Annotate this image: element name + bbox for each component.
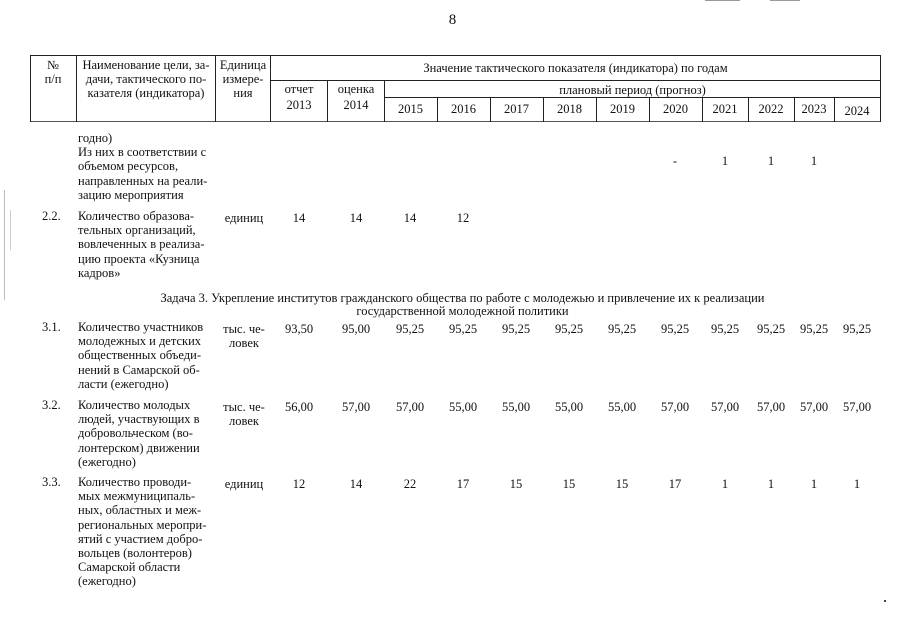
row-year-value: 17 bbox=[668, 477, 682, 491]
row-year-value: - bbox=[672, 154, 678, 168]
row-year-value: 57,00 bbox=[710, 400, 740, 414]
row-year-value: 57,00 bbox=[395, 400, 425, 414]
row-number: 3.1. bbox=[42, 320, 61, 334]
row-year-value: 95,25 bbox=[501, 322, 531, 336]
row-report-value: 93,50 bbox=[284, 322, 314, 336]
scan-artifact bbox=[770, 0, 800, 1]
row-year-value: 1 bbox=[853, 477, 861, 491]
row-year-value: 95,25 bbox=[842, 322, 872, 336]
row-number: 2.2. bbox=[42, 209, 61, 223]
row-year-value: 95,25 bbox=[448, 322, 478, 336]
row-number: 3.2. bbox=[42, 398, 61, 412]
row-year-value: 15 bbox=[509, 477, 523, 491]
row-name: Количество молодых людей, участвующих в добровольческом (во- лонтерском) движении (ежегодно) bbox=[78, 398, 200, 469]
row-year-value: 15 bbox=[615, 477, 629, 491]
row-year-value: 15 bbox=[562, 477, 576, 491]
row-year-value: 14 bbox=[403, 211, 417, 225]
header-year: 2024 bbox=[844, 104, 870, 118]
row-year-value: 95,25 bbox=[554, 322, 584, 336]
row-name: Количество образова- тельных организаций, вовлеченных в реализа- цию проекта «Кузница кадров» bbox=[78, 209, 205, 280]
row-year-value: 55,00 bbox=[554, 400, 584, 414]
task-3-heading: Задача 3. Укрепление институтов гражданского общества по работе с молодежью и привлечение их к реализации государственной молодежной политики bbox=[160, 291, 765, 318]
row-year-value: 57,00 bbox=[756, 400, 786, 414]
row-unit: тыс. че- ловек bbox=[223, 400, 265, 428]
header-report: отчет 2013 bbox=[284, 82, 314, 112]
row-year-value: 57,00 bbox=[799, 400, 829, 414]
row-year-value: 1 bbox=[767, 477, 775, 491]
header-year: 2019 bbox=[610, 102, 635, 116]
row-year-value: 95,25 bbox=[607, 322, 637, 336]
header-name: Наименование цели, за- дачи, тактического по- казателя (индикатора) bbox=[82, 58, 210, 100]
row-year-value: 1 bbox=[810, 154, 818, 168]
row-year-value: 1 bbox=[721, 477, 729, 491]
header-estimate: оценка 2014 bbox=[337, 82, 375, 112]
row-year-value: 95,25 bbox=[395, 322, 425, 336]
row-name: годно) Из них в соответствии с объемом ресурсов, направленных на реали- зацию мероприятия bbox=[78, 131, 208, 202]
row-number: 3.3. bbox=[42, 475, 61, 489]
row-name: Количество участников молодежных и детских общественных объеди- нений в Самарской об- ласти (ежегодно) bbox=[78, 320, 204, 391]
header-plan-title: плановый период (прогноз) bbox=[559, 83, 706, 97]
header-year: 2020 bbox=[663, 102, 688, 116]
header-group-title: Значение тактического показателя (индикатора) по годам bbox=[423, 61, 728, 75]
header-year: 2021 bbox=[712, 102, 738, 116]
row-year-value: 55,00 bbox=[501, 400, 531, 414]
page-number: 8 bbox=[448, 12, 457, 28]
row-year-value: 17 bbox=[456, 477, 470, 491]
header-year: 2023 bbox=[801, 102, 827, 116]
row-year-value: 1 bbox=[721, 154, 729, 168]
row-year-value: 95,25 bbox=[660, 322, 690, 336]
row-year-value: 95,25 bbox=[756, 322, 786, 336]
header-year: 2018 bbox=[557, 102, 582, 116]
scan-artifact bbox=[4, 190, 5, 300]
row-unit: единиц bbox=[224, 477, 264, 491]
row-year-value: 57,00 bbox=[842, 400, 872, 414]
row-report-value: 14 bbox=[292, 211, 306, 225]
row-estimate-value: 95,00 bbox=[341, 322, 371, 336]
row-year-value: 95,25 bbox=[710, 322, 740, 336]
header-num: № п/п bbox=[44, 58, 62, 86]
row-year-value: 55,00 bbox=[607, 400, 637, 414]
header-year: 2017 bbox=[504, 102, 529, 116]
row-year-value: 55,00 bbox=[448, 400, 478, 414]
row-report-value: 12 bbox=[292, 477, 306, 491]
row-estimate-value: 57,00 bbox=[341, 400, 371, 414]
header-year: 2016 bbox=[451, 102, 476, 116]
row-year-value: 95,25 bbox=[799, 322, 829, 336]
row-estimate-value: 14 bbox=[349, 211, 363, 225]
row-year-value: 1 bbox=[810, 477, 818, 491]
row-year-value: 12 bbox=[456, 211, 470, 225]
row-name: Количество проводи- мых межмуниципаль- ных, областных и меж- региональных меропри- ятий с участием добро- вольцев (волонтеров) Самарской области (ежегодно) bbox=[78, 475, 207, 589]
row-unit: единиц bbox=[224, 211, 264, 225]
header-year: 2022 bbox=[758, 102, 784, 116]
header-year: 2015 bbox=[398, 102, 423, 116]
scan-artifact bbox=[705, 0, 740, 1]
row-report-value: 56,00 bbox=[284, 400, 314, 414]
header-unit: Единица измере- ния bbox=[219, 58, 267, 100]
scan-artifact bbox=[10, 210, 11, 250]
row-unit: тыс. че- ловек bbox=[223, 322, 265, 350]
row-year-value: 57,00 bbox=[660, 400, 690, 414]
row-year-value: 22 bbox=[403, 477, 417, 491]
scan-artifact bbox=[884, 600, 886, 602]
row-year-value: 1 bbox=[767, 154, 775, 168]
row-estimate-value: 14 bbox=[349, 477, 363, 491]
